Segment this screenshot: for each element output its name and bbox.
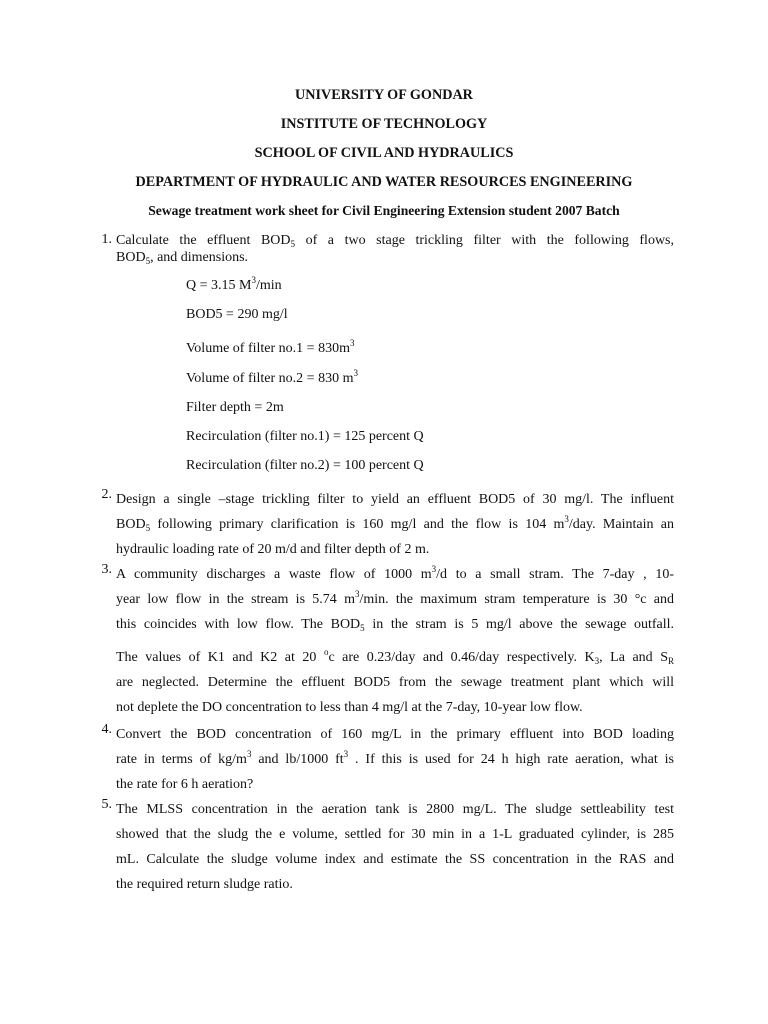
param-recirculation-2: Recirculation (filter no.2) = 100 percent Q (186, 458, 424, 473)
param-volume-filter-2: Volume of filter no.2 = 830 $m^3$ (186, 368, 358, 386)
institute-title: INSTITUTE OF TECHNOLOGY (280, 116, 488, 132)
question-3-text: A community discharges a waste flow of 1000 $m^3/d$ to a small stram. The 7-day , 10- year low flow in the stream is 5.74 $m^3/\min$. the maximum stram temperature is 30 °c and this coincides with low flow. The $BOD_5$ in the stram is 5 mg/l above the sewage outfall. The values of K1 and K2 at 20 $^o$c are 0.23/day and 0.46/day respectively. $K_3$, La and $S_R$ are neglected. Determine the effluent BOD5 from the sewage treatment plant which will not deplete the DO concentration to less than 4 mg/l at the 7-day, 10-year low flow. (116, 564, 675, 715)
question-2-text: Design a single –stage trickling filter to yield an effluent BOD5 of 30 mg/l. The influent $BOD_5$ following primary clarification is 160 mg/l and the flow is 104 $m^3$/day. Maintain an hydraulic loading rate of 20 m/d and filter depth of 2 m. (116, 492, 674, 557)
department-title: DEPARTMENT OF HYDRAULIC AND WATER RESOURCES ENGINEERING (135, 174, 633, 190)
question-5-number: 5. (101, 797, 112, 812)
question-2-number: 2. (101, 487, 112, 502)
param-filter-depth: Filter depth = 2m (186, 400, 284, 415)
question-5-text: The MLSS concentration in the aeration tank is 2800 mg/L. The sludge settleability test showed that the sludg the e volume, settled for 30 min in a 1-L graduated cylinder, is 285 mL. Calculate the sludge volume index and estimate the SS concentration in the RAS and the required return sludge ratio. (116, 802, 674, 892)
param-volume-filter-1: Volume of filter $no.1 = 830m^3$ (186, 338, 355, 356)
param-recirculation-1: Recirculation (filter no.1) = 125 percent Q (186, 429, 424, 444)
param-flow: Q = 3.15 $M^3/\min$ (186, 275, 282, 293)
question-3-number: 3. (101, 562, 112, 577)
school-title: SCHOOL OF CIVIL AND HYDRAULICS (254, 145, 514, 161)
question-4-number: 4. (101, 722, 112, 737)
question-1-text: Calculate the effluent $BOD_5$ of a two stage trickling filter with the following flows, $BOD_5$, and dimensions. (116, 233, 675, 266)
question-1-number: 1. (101, 232, 112, 247)
university-title: UNIVERSITY OF GONDAR (295, 87, 473, 103)
param-bod5: BOD5 = 290 mg/l (186, 307, 288, 322)
question-4-text: Convert the BOD concentration of 160 mg/L in the primary effluent into BOD loading rate in terms of $kg/m^3$ and lb/1000 $ft^3$ . If this is used for 24 h high rate aeration, what is the rate for 6 h aeration? (116, 727, 675, 792)
worksheet-subtitle: Sewage treatment work sheet for Civil Engineering Extension student 2007 Batch (148, 203, 620, 218)
